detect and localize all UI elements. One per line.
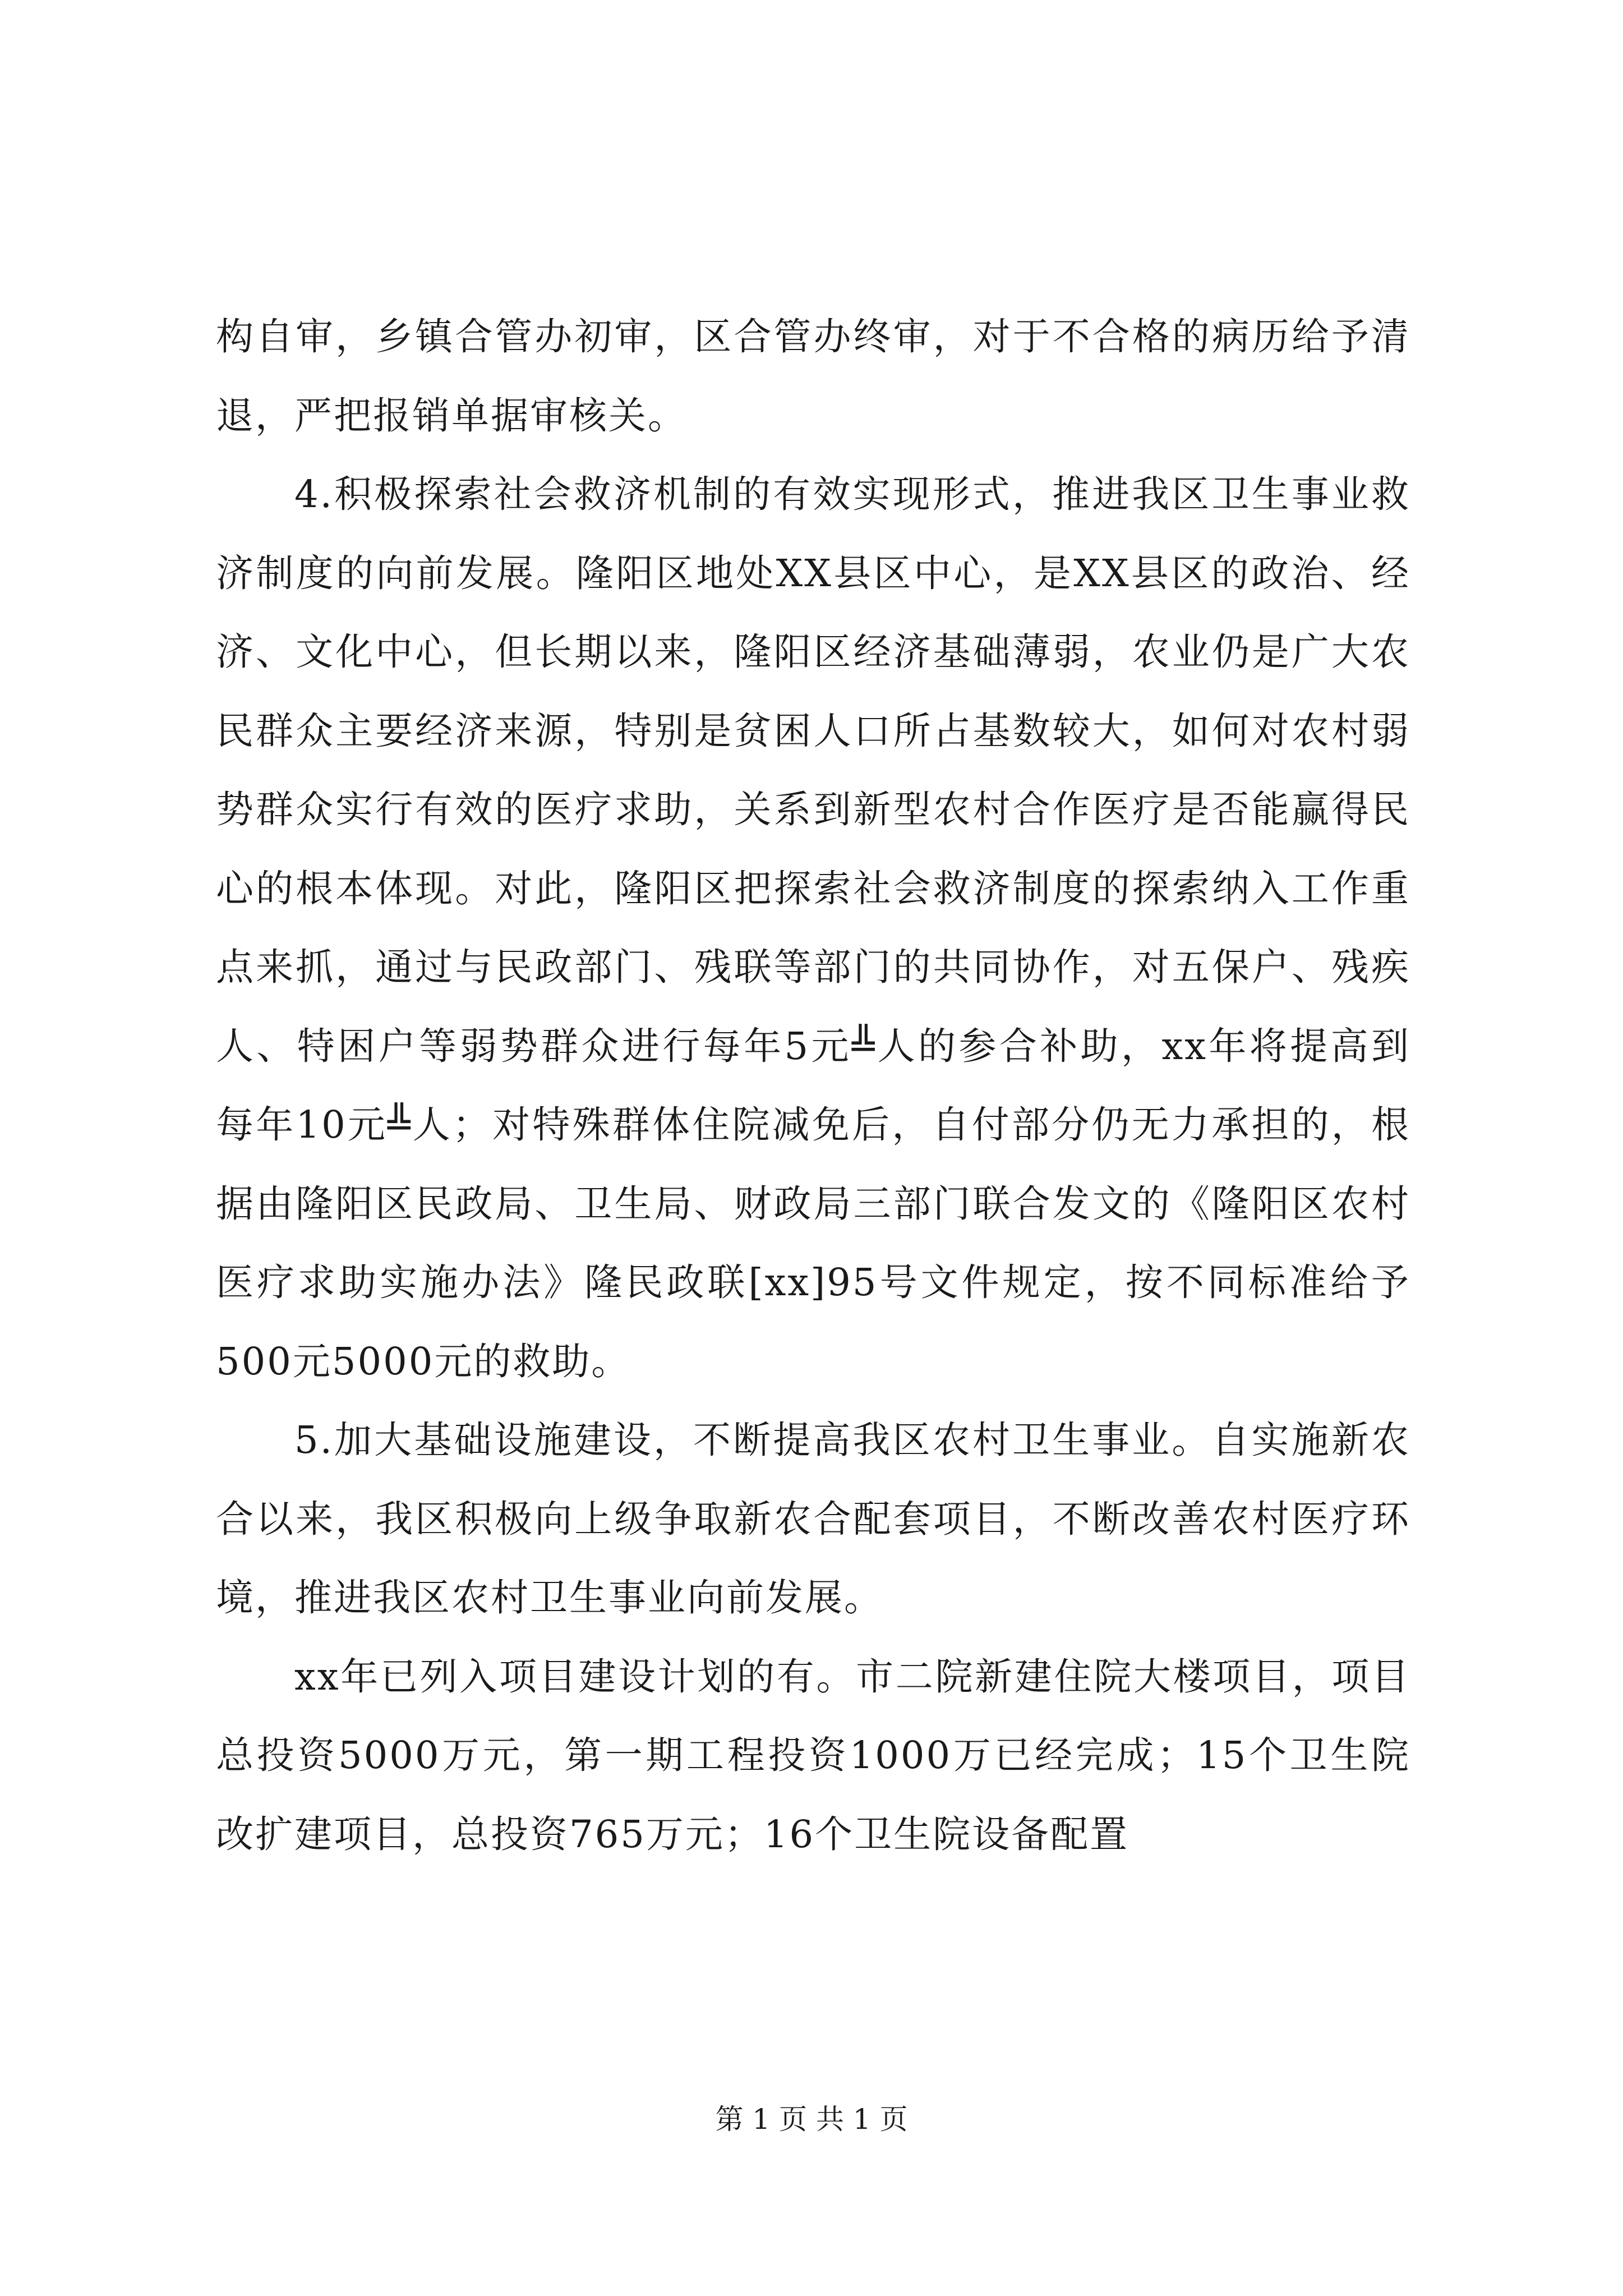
- page-footer: 第 1 页 共 1 页: [715, 2103, 908, 2136]
- paragraph-infrastructure: 5.加大基础设施建设，不断提高我区农村卫生事业。自实施新农合以来，我区积极向上级争取新农合配套项目，不断改善农村医疗环境，推进我区农村卫生事业向前发展。: [216, 1418, 1410, 1619]
- paragraph-social-relief: 4.积极探索社会救济机制的有效实现形式，推进我区卫生事业救济制度的向前发展。隆阳区地处XX县区中心，是XX县区的政治、经济、文化中心，但长期以来，隆阳区经济基础薄弱，农业仍是广大农民群众主要经济来源，特别是贫困人口所占基数较大，如何对农村弱势群众实行有效的医疗求助，关系到新型农村合作医疗是否能赢得民心的根本体现。对此，隆阳区把探索社会救济制度的探索纳入工作重点来抓，通过与民政部门、残联等部门的共同协作，对五保户、残疾人、特困户等弱势群众进行每年5元╩人的参合补助，xx年将提高到每年10元╩人；对特殊群体住院减免后，自付部分仍无力承担的，根据由隆阳区民政局、卫生局、财政局三部门联合发文的《隆阳区农村医疗求助实施办法》隆民政联[xx]95号文件规定，按不同标准给予500元5000元的救助。: [216, 472, 1410, 1383]
- paragraph-continued: 构自审，乡镇合管办初审，区合管办终审，对于不合格的病历给予清退，严把报销单据审核关。: [216, 315, 1410, 438]
- document-body: [216, 297, 1410, 1874]
- paragraph-projects: xx年已列入项目建设计划的有。市二院新建住院大楼项目，项目总投资5000万元，第一期工程投资1000万已经完成；15个卫生院改扩建项目，总投资765万元；16个卫生院设备配置: [216, 1654, 1410, 1856]
